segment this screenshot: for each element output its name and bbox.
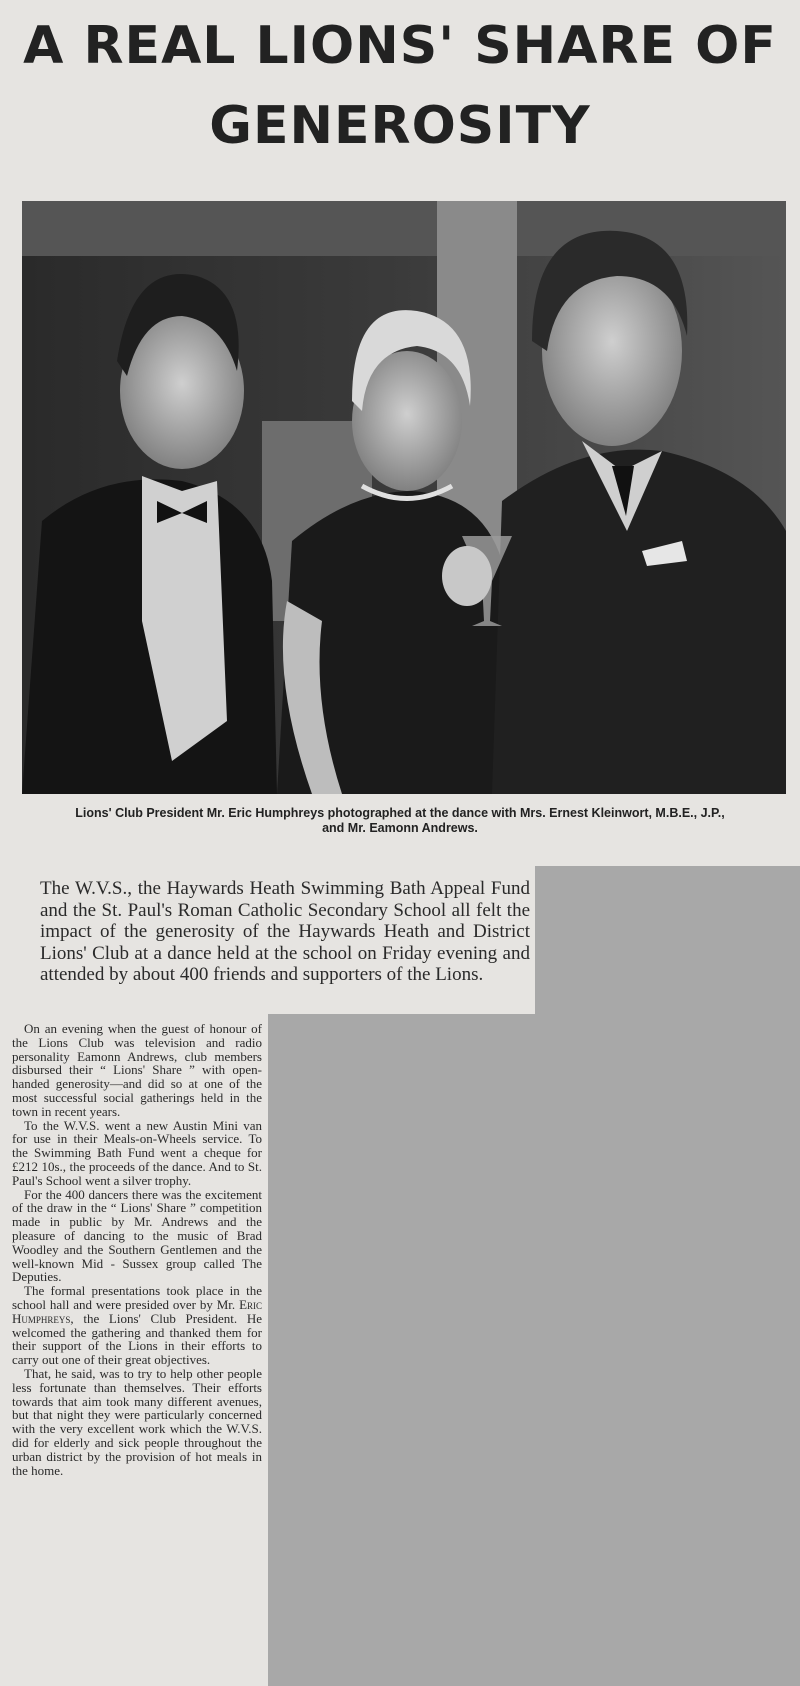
lead-paragraph: The W.V.S., the Haywards Heath Swimming Bath Appeal Fund and the St. Paul's Roman Catholic Secondary School all felt the impact of the generosity of the Haywards Heath and District Lions' Club at a dance held at the school on Friday evening and attended by about 400 friends and supporters of the Lions. bbox=[40, 878, 530, 985]
caption-line-1: Lions' Club President Mr. Eric Humphreys photographed at the dance with Mrs. Ernest Kleinwort, M.B.E., J.P., bbox=[75, 806, 725, 820]
body-paragraph-4 bbox=[12, 1284, 262, 1367]
article-body bbox=[12, 1022, 262, 1477]
photo-caption bbox=[8, 806, 792, 836]
body-paragraph-1: On an evening when the guest of honour of the Lions Club was television and radio personality Eamonn Andrews, club members disbursed their “ Lions' Share ” with open-handed generosity—and did so at one of the most successful social gatherings held in the town in recent years. bbox=[12, 1021, 262, 1119]
headline-line-2: GENEROSITY bbox=[209, 96, 591, 156]
caption-line-2: and Mr. Eamonn Andrews. bbox=[322, 821, 478, 835]
body-paragraph-4-start: The formal presentations took place in the school hall and were presided over by Mr. bbox=[12, 1283, 262, 1312]
president-name: Eric Humphreys bbox=[12, 1296, 263, 1326]
body-paragraph-3: For the 400 dancers there was the excitement of the draw in the “ Lions' Share ” competition made in public by Mr. Andrews and the pleasure of dancing to the music of Brad Woodley and the Southern Gentlemen and the well-known Mid - Sussex group called The Deputies. bbox=[12, 1186, 262, 1285]
photograph-icon bbox=[22, 201, 786, 794]
body-paragraph-5: That, he said, was to try to help other people less fortunate than themselves. Their efforts towards that aim took many different avenues, but that night they were particularly concerned with the very excellent work which the W.V.S. did for elderly and sick people throughout the urban district by the provision of hot meals in the home. bbox=[12, 1365, 262, 1478]
photograph bbox=[22, 201, 786, 794]
headline-line-1: A REAL LIONS' SHARE OF bbox=[23, 16, 777, 76]
body-paragraph-2: To the W.V.S. went a new Austin Mini van for use in their Meals-on-Wheels service. To the Swimming Bath Fund went a cheque for £212 10s., the proceeds of the dance. And to St. Paul's School went a silver trophy. bbox=[12, 1117, 262, 1188]
body-paragraph-4-end: , the Lions' Club President. He welcomed the gathering and thanked them for their support of the Lions in their efforts to carry out one of their great objectives. bbox=[12, 1310, 262, 1368]
headline bbox=[20, 6, 780, 166]
